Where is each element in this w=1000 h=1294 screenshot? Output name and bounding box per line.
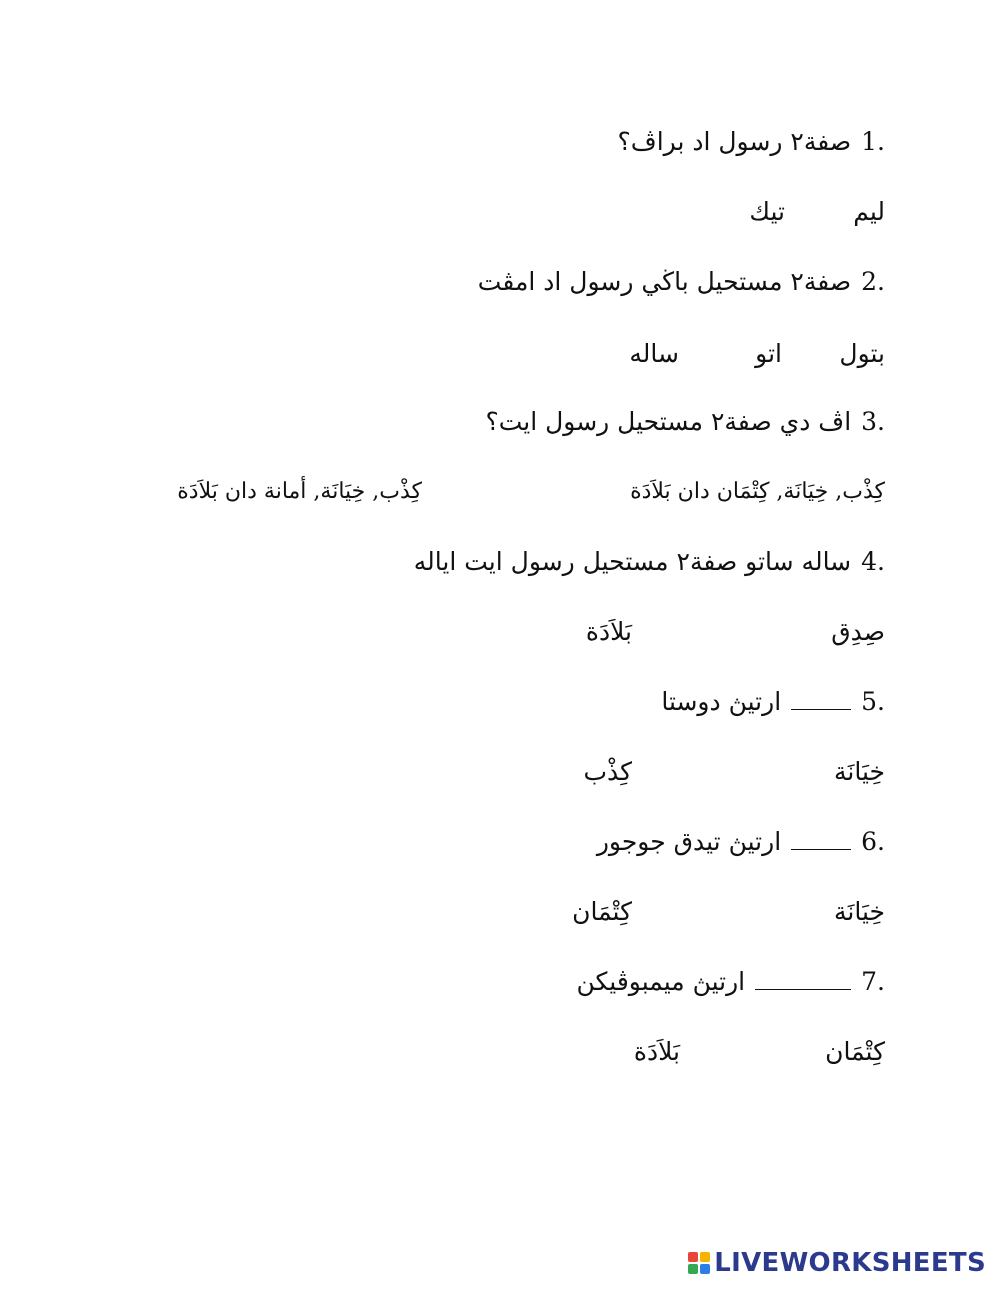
question-text: صفة٢ مستحيل باڬي رسول اد امڤت: [477, 267, 852, 296]
question-number: 7.: [861, 967, 885, 996]
question-text: اڤ دي صفة٢ مستحيل رسول ايت؟: [485, 407, 852, 436]
question-number: 1.: [861, 127, 885, 156]
liveworksheets-mark-icon: [688, 1252, 710, 1274]
option-2a[interactable]: بتول: [839, 339, 885, 368]
question-1: [618, 124, 885, 160]
question-number: 4.: [861, 547, 885, 576]
question-text: ارتيڽ ميمبوڤيكن: [576, 967, 746, 996]
option-6b[interactable]: كِتْمَان: [572, 897, 632, 926]
question-number: 3.: [861, 407, 885, 436]
question-text: ارتيڽ دوستا: [661, 687, 782, 716]
option-4a[interactable]: صِدِق: [831, 617, 885, 646]
question-number: 6.: [861, 827, 885, 856]
option-7b[interactable]: بَلاَدَة: [633, 1037, 680, 1066]
logo-square-green: [688, 1264, 698, 1274]
question-2: [478, 264, 885, 300]
logo-square-yellow: [700, 1252, 710, 1262]
answer-blank[interactable]: [791, 831, 851, 850]
option-3a[interactable]: كِذْب, خِيَانَة, كِتْمَان دان بَلاَدَة: [630, 479, 885, 504]
option-5b[interactable]: كِذْب: [583, 757, 632, 786]
option-7a[interactable]: كِتْمَان: [825, 1037, 885, 1066]
logo-square-blue: [700, 1264, 710, 1274]
question-4: [414, 544, 885, 580]
question-3: [485, 404, 885, 440]
option-5a[interactable]: خِيَانَة: [834, 757, 885, 786]
option-3b[interactable]: كِذْب, خِيَانَة, أمانة دان بَلاَدَة: [177, 479, 422, 504]
question-number: 5.: [861, 687, 885, 716]
question-text: ارتيڽ تيدق جوجور: [596, 827, 782, 856]
answer-blank[interactable]: [791, 691, 851, 710]
option-1a[interactable]: ليم: [853, 197, 885, 226]
option-2b[interactable]: اتو: [755, 339, 782, 368]
question-text: ساله ساتو صفة٢ مستحيل رسول ايت اياله: [413, 547, 852, 576]
question-number: 2.: [861, 267, 885, 296]
question-7: [576, 964, 885, 1000]
question-5: [661, 684, 885, 720]
question-text: صفة٢ رسول اد براڤ؟: [617, 127, 852, 156]
logo-square-red: [688, 1252, 698, 1262]
answer-blank[interactable]: [755, 971, 851, 990]
option-4b[interactable]: بَلاَدَة: [585, 617, 632, 646]
option-1b[interactable]: تيك: [749, 197, 785, 226]
option-2c[interactable]: ساله: [629, 339, 679, 368]
logo-text: LIVEWORKSHEETS: [714, 1248, 986, 1278]
question-6: [597, 824, 885, 860]
liveworksheets-logo: [688, 1248, 986, 1278]
option-6a[interactable]: خِيَانَة: [834, 897, 885, 926]
